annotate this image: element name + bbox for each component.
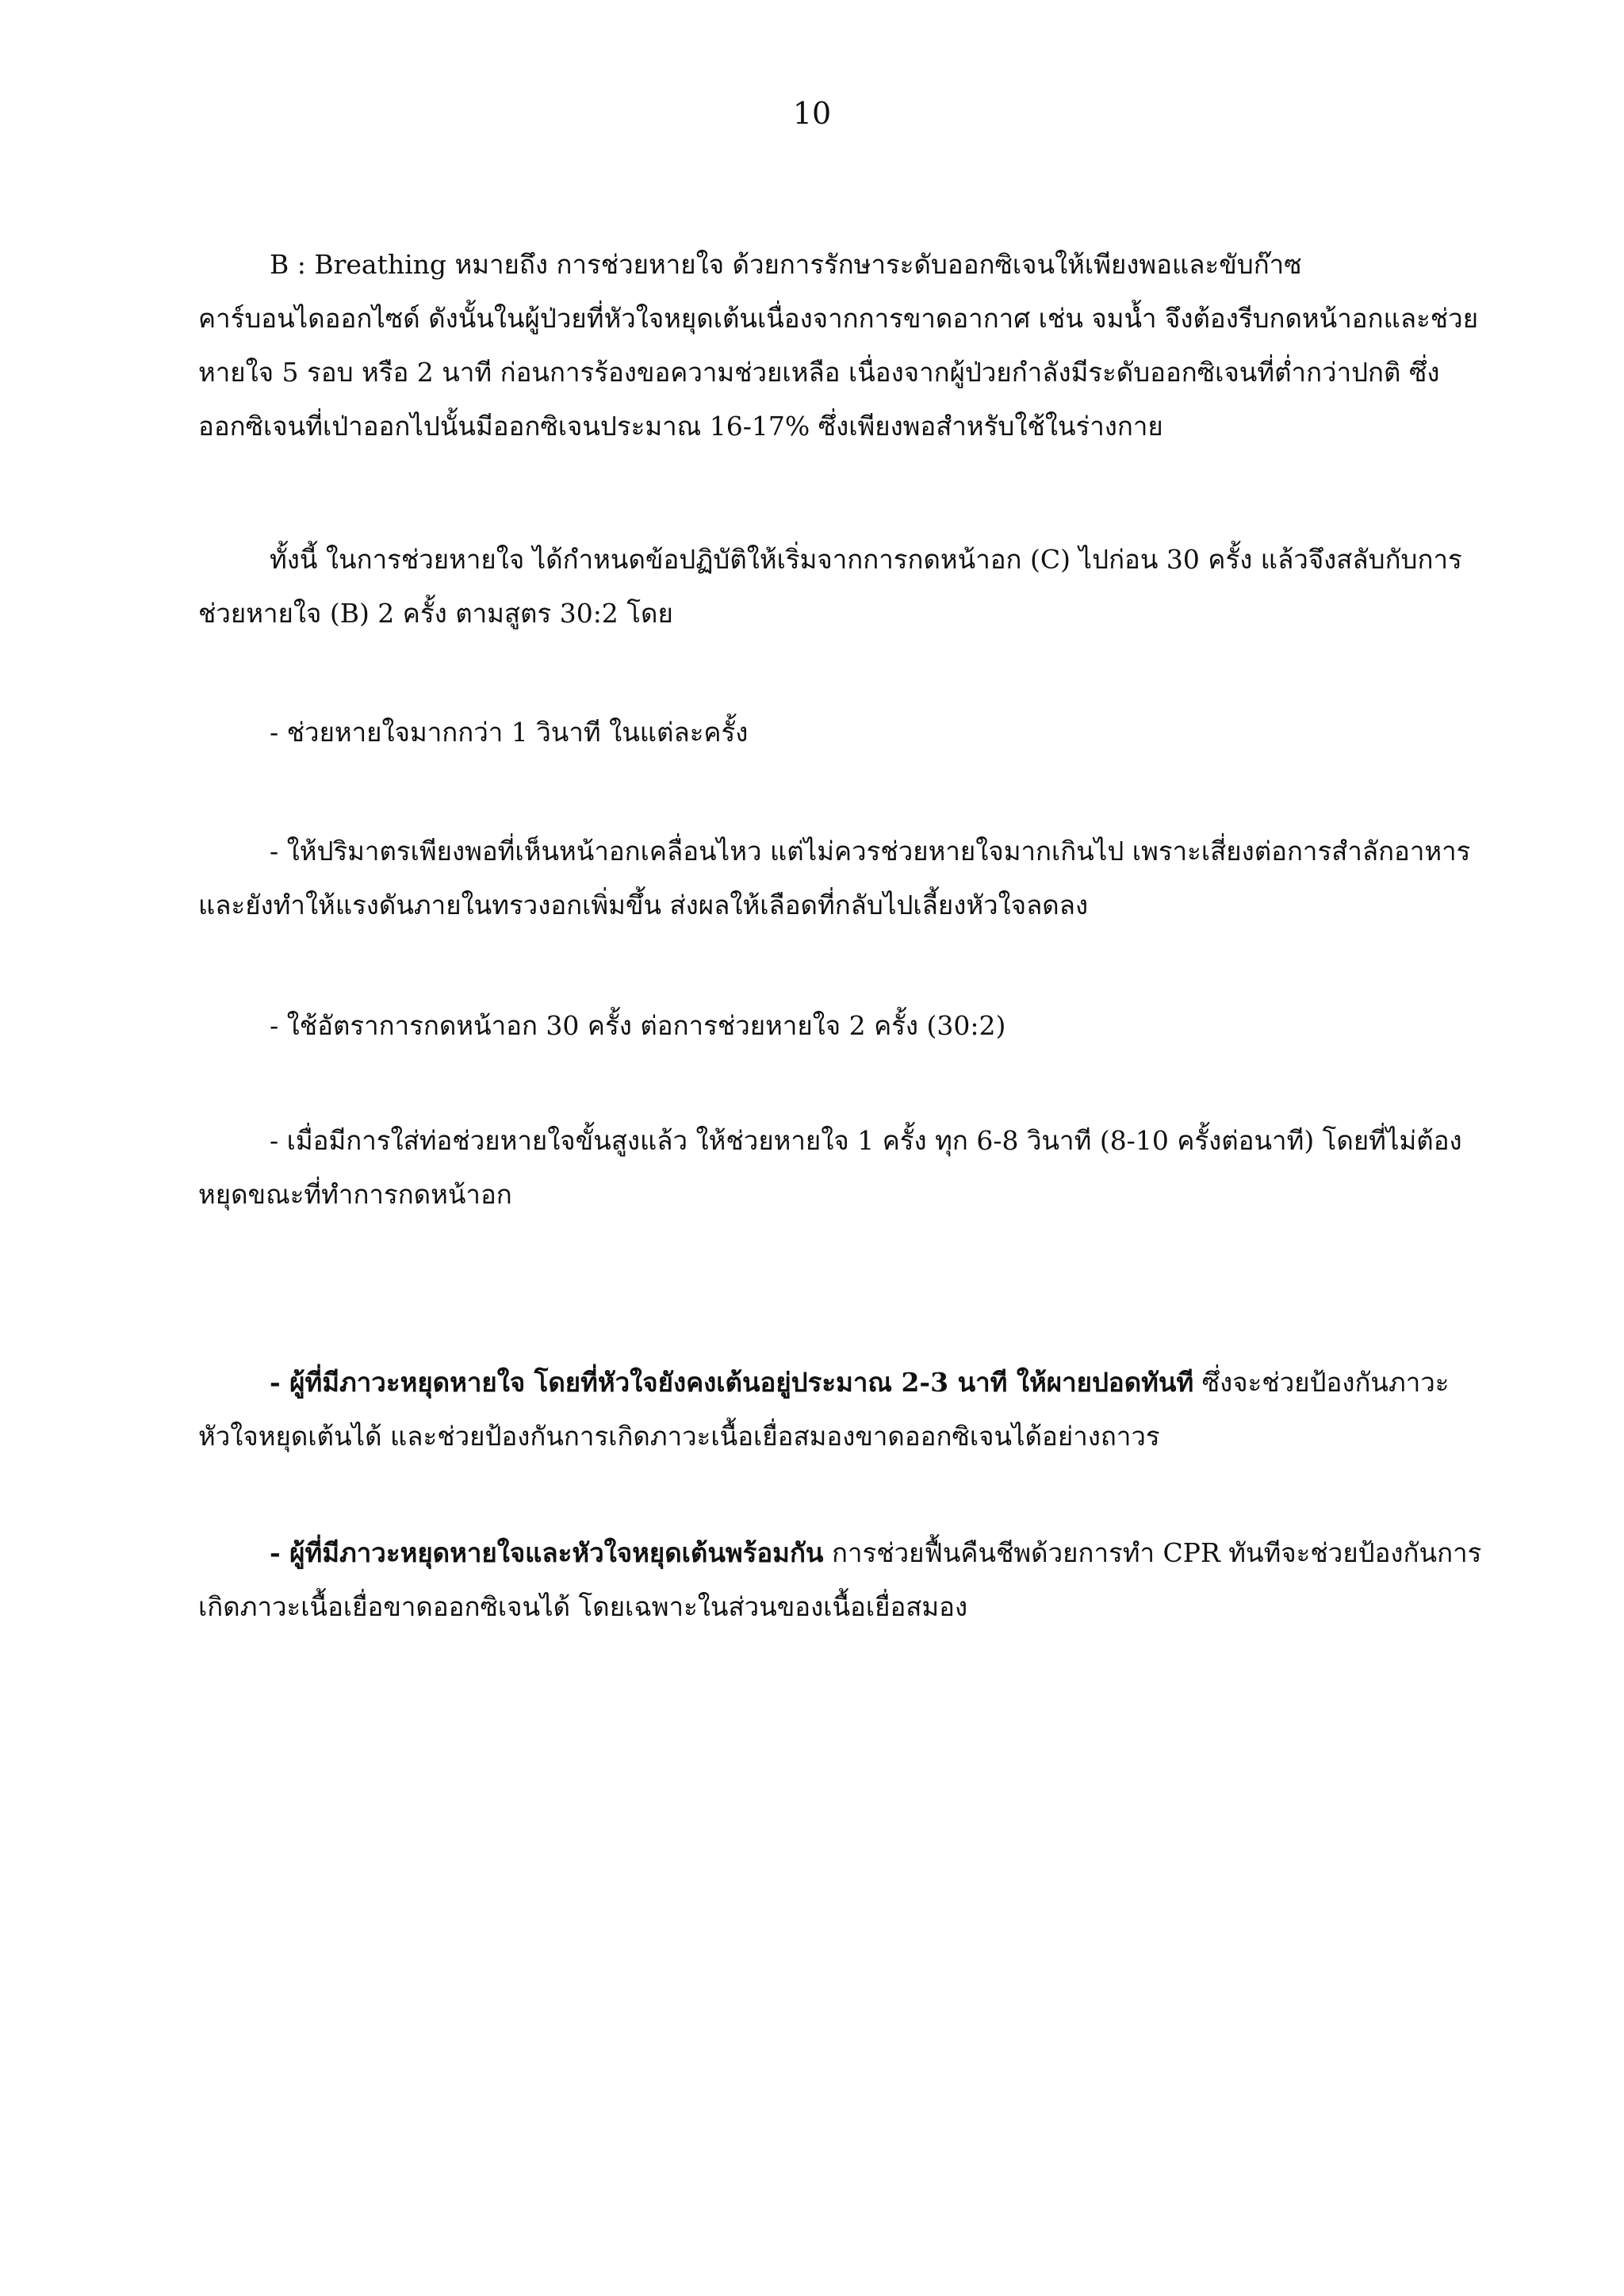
bold-lead-cardiac-arrest: - ผู้ที่มีภาวะหยุดหายใจและหัวใจหยุดเต้นพร้อมกัน [270,1537,824,1568]
paragraph-cardiac-arrest [198,1526,1491,1634]
text-cardiac-arrest: การช่วยฟื้นคืนชีพด้วยการทำ CPR ทันทีจะช่วยป้องกันการเกิดภาวะเนื้อเยื่อขาดออกซิเจนได้ โดยเฉพาะในส่วนของเนื้อเยื่อสมอง [198,1537,1482,1622]
list-item-breath-volume: - ให้ปริมาตรเพียงพอที่เห็นหน้าอกเคลื่อนไหว แต่ไม่ควรช่วยหายใจมากเกินไป เพราะเสี่ยงต่อการสำลักอาหาร และยังทำให้แรงดันภายในทรวงอกเพิ่มขึ้น ส่งผลให้เลือดที่กลับไปเลี้ยงหัวใจลดลง [198,836,1471,920]
paragraph-compression-ratio-intro: ทั้งนี้ ในการช่วยหายใจ ได้กำหนดข้อปฏิบัติให้เริ่มจากการกดหน้าอก (C) ไปก่อน 30 ครั้ง แล้วจึงสลับกับการช่วยหายใจ (B) 2 ครั้ง ตามสูตร 30:2 โดย [198,544,1462,629]
list-item-breath-duration: - ช่วยหายใจมากกว่า 1 วินาที ในแต่ละครั้ง [270,717,749,748]
list-item-advanced-airway: - เมื่อมีการใส่ท่อช่วยหายใจขั้นสูงแล้ว ให้ช่วยหายใจ 1 ครั้ง ทุก 6-8 วินาที (8-10 ครั้งต่อนาที) โดยที่ไม่ต้องหยุดขณะที่ทำการกดหน้าอก [198,1125,1462,1210]
list-item-compression-rate: - ใช้อัตราการกดหน้าอก 30 ครั้ง ต่อการช่วยหายใจ 2 ครั้ง (30:2) [270,1010,1006,1041]
paragraph-respiratory-arrest [198,1356,1491,1464]
paragraph-breathing-definition: B : Breathing หมายถึง การช่วยหายใจ ด้วยการรักษาระดับออกซิเจนให้เพียงพอและขับก๊าซคาร์บอนไดออกไซด์ ดังนั้นในผู้ป่วยที่หัวใจหยุดเต้นเนื่องจากการขาดอากาศ เช่น จมน้ำ จึงต้องรีบกดหน้าอกและช่วยหายใจ 5 รอบ หรือ 2 นาที ก่อนการร้องขอความช่วยเหลือ เนื่องจากผู้ป่วยกำลังมีระดับออกซิเจนที่ต่ำกว่าปกติ ซึ่งออกซิเจนที่เป่าออกไปนั้นมีออกซิเจนประมาณ 16-17% ซึ่งเพียงพอสำหรับใช้ในร่างกาย [198,249,1479,442]
text-respiratory-arrest: ซึ่งจะช่วยป้องกันภาวะหัวใจหยุดเต้นได้ และช่วยป้องกันการเกิดภาวะเนื้อเยื่อสมองขาดออกซิเจนได้อย่างถาวร [198,1367,1450,1452]
bold-lead-respiratory-arrest: - ผู้ที่มีภาวะหยุดหายใจ โดยที่หัวใจยังคงเต้นอยู่ประมาณ 2-3 นาที ให้ผายปอดทันที [270,1367,1194,1398]
page-number: 10 [792,96,832,131]
